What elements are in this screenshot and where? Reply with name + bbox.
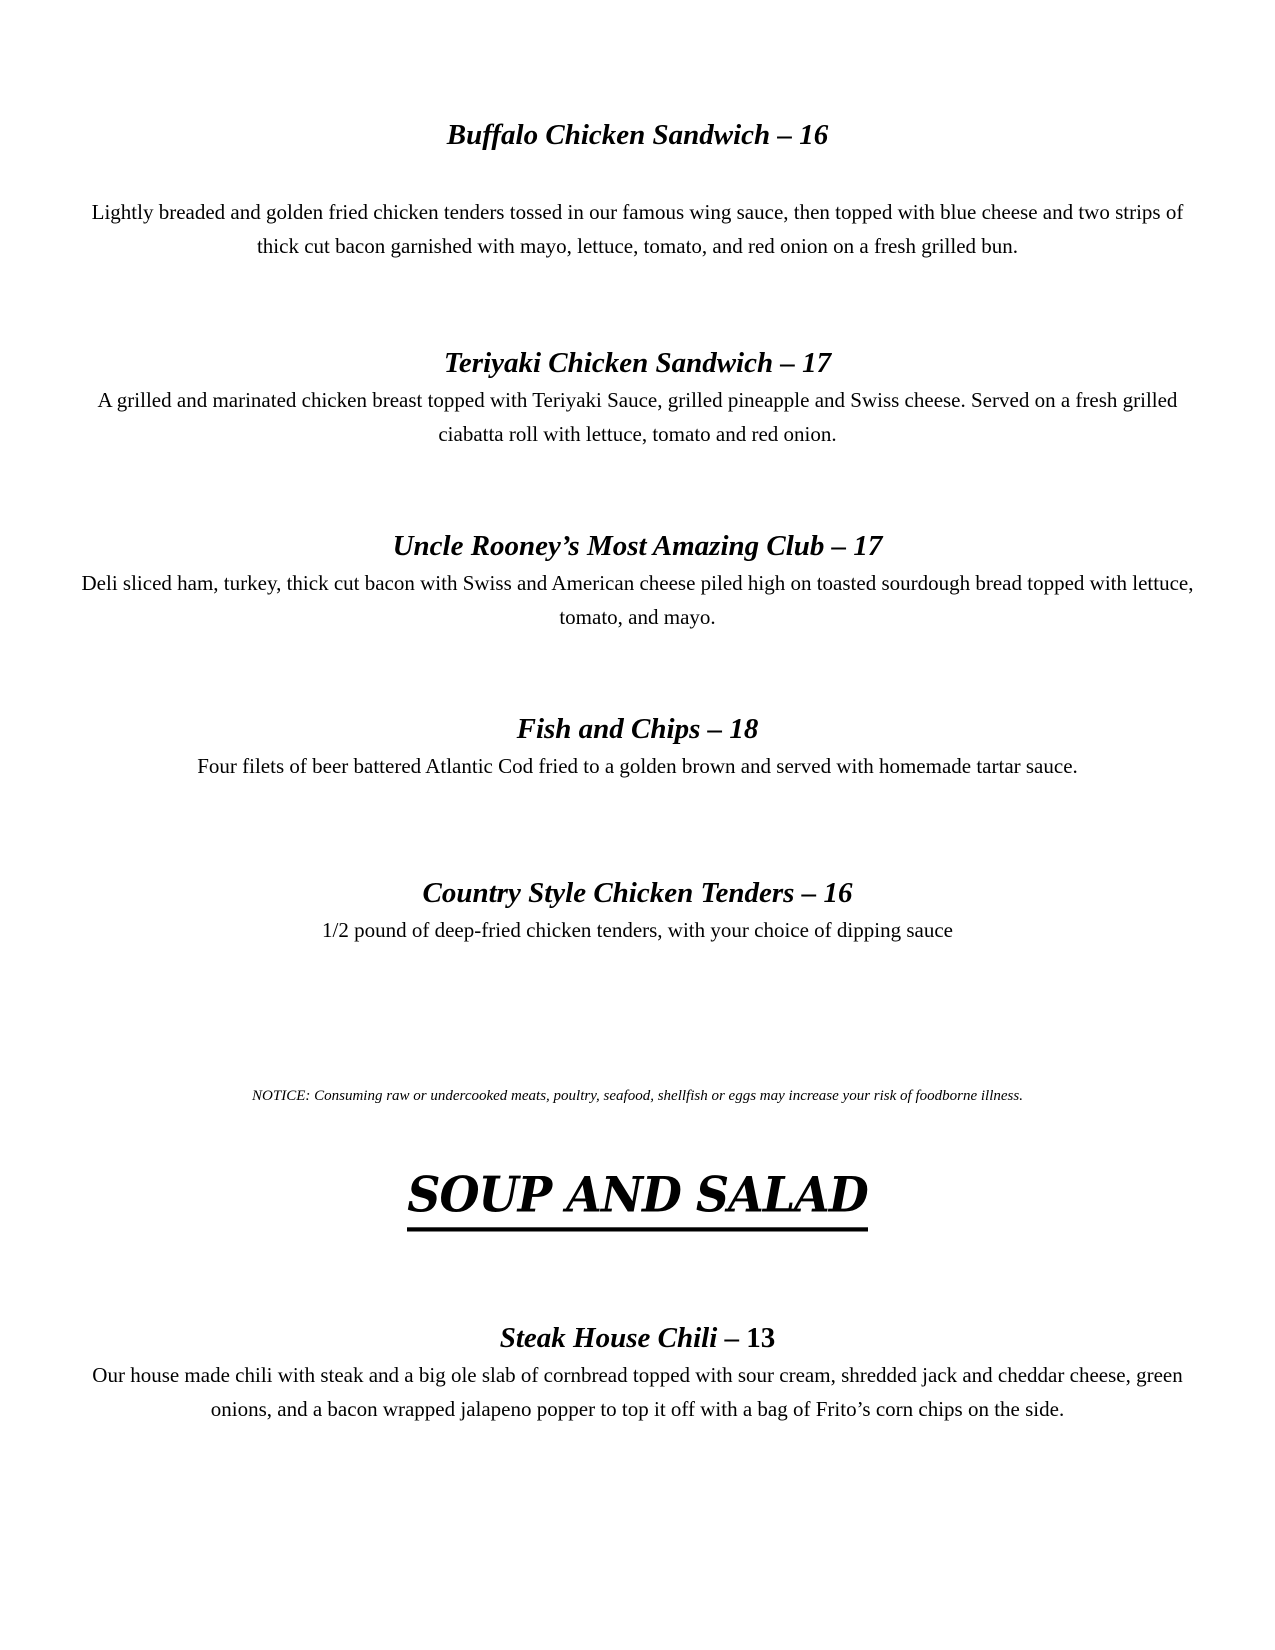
item-name: Teriyaki Chicken Sandwich <box>443 347 774 379</box>
section-heading <box>0 1166 1275 1230</box>
item-description: Lightly breaded and golden fried chicken tenders tossed in our famous wing sauce, then topped with blue cheese and two strips of thick cut bacon garnished with mayo, lettuce, tomato, and red onion on a fresh grilled bun. <box>91 200 1184 258</box>
item-name: Country Style Chicken Tenders <box>422 877 795 909</box>
menu-item <box>60 1320 1215 1426</box>
item-name: Buffalo Chicken Sandwich <box>446 119 771 151</box>
menu-item <box>60 117 1215 263</box>
item-description: Four filets of beer battered Atlantic Cod fried to a golden brown and served with homemade tartar sauce. <box>197 754 1078 778</box>
item-description: A grilled and marinated chicken breast topped with Teriyaki Sauce, grilled pineapple and Swiss cheese. Served on a fresh grilled ciabatta roll with lettuce, tomato and red onion. <box>97 388 1178 446</box>
item-name: Uncle Rooney’s Most Amazing Club <box>392 530 825 562</box>
menu-item <box>60 875 1215 947</box>
menu-item <box>60 345 1215 451</box>
menu-item <box>60 711 1215 783</box>
section-heading-text: SOUP AND SALAD <box>407 1169 868 1232</box>
item-title <box>60 875 1215 911</box>
foodborne-notice: NOTICE: Consuming raw or undercooked meats, poultry, seafood, shellfish or eggs may increase your risk of foodborne illness. <box>252 1088 1023 1104</box>
item-title <box>60 711 1215 747</box>
item-price: – 17 <box>831 530 883 562</box>
item-title <box>60 345 1215 381</box>
item-description: Our house made chili with steak and a big ole slab of cornbread topped with sour cream, shredded jack and cheddar cheese, green onions, and a bacon wrapped jalapeno popper to top it off with a bag of Frito’s corn chips on the side. <box>92 1363 1183 1421</box>
item-description: Deli sliced ham, turkey, thick cut bacon with Swiss and American cheese piled high on toasted sourdough bread topped with lettuce, tomato, and mayo. <box>81 571 1194 629</box>
item-price: – 17 <box>780 347 832 379</box>
item-price: – 16 <box>777 119 829 151</box>
item-price: – 13 <box>724 1322 776 1354</box>
menu-item <box>60 528 1215 634</box>
item-title <box>60 528 1215 564</box>
item-name: Steak House Chili <box>499 1322 718 1354</box>
item-description: 1/2 pound of deep-fried chicken tenders, with your choice of dipping sauce <box>322 918 953 942</box>
item-price: – 16 <box>801 877 853 909</box>
item-name: Fish and Chips <box>516 713 701 745</box>
item-title <box>60 1320 1215 1356</box>
item-price: – 18 <box>707 713 759 745</box>
item-title <box>60 117 1215 153</box>
